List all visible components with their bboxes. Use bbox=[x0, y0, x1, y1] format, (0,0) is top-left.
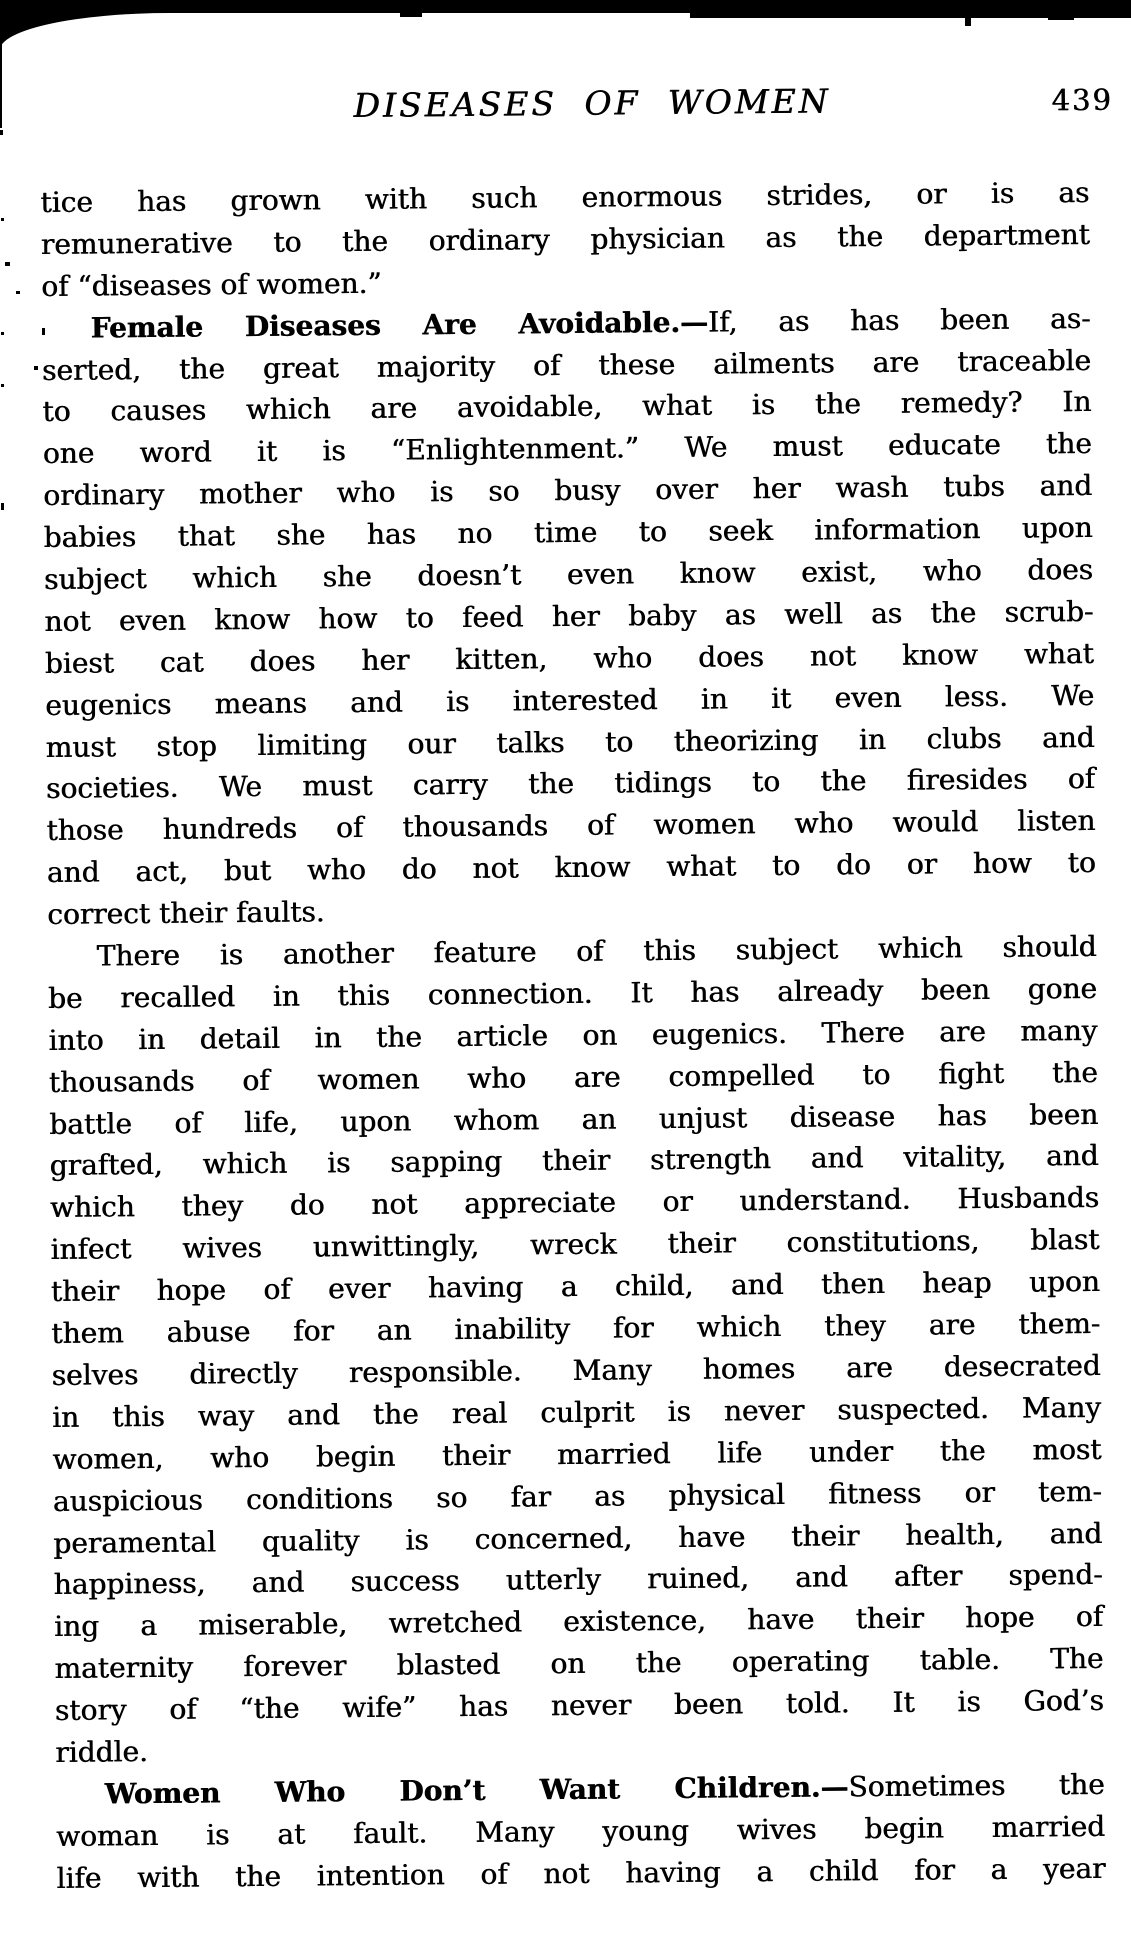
text-line: Female Diseases Are Avoidable.—If, as has been as- bbox=[90, 301, 1091, 345]
text-line: and act, but who do not know what to do or how to bbox=[46, 846, 1096, 890]
scan-speck bbox=[1, 384, 4, 387]
text-line: maternity forever blasted on the operating table. The bbox=[54, 1642, 1104, 1686]
text-line: must stop limiting our talks to theorizing in clubs and bbox=[45, 720, 1095, 764]
text-line: There is another feature of this subject which should bbox=[96, 929, 1097, 973]
text-line: of “diseases of women.” bbox=[40, 266, 382, 303]
section-heading-lead: Female Diseases Are Avoidable.— bbox=[90, 305, 709, 345]
text-line: battle of life, upon whom an unjust disease has been bbox=[49, 1097, 1099, 1141]
text-line: societies. We must carry the tidings to the firesides of bbox=[45, 762, 1096, 806]
text-line: infect wives unwittingly, wreck their constitutions, blast bbox=[50, 1223, 1100, 1267]
text-line: ordinary mother who is so busy over her wash tubs and bbox=[42, 469, 1093, 513]
section-heading-lead: Women Who Don’t Want Children.— bbox=[104, 1770, 849, 1811]
text-line: in this way and the real culprit is never suspected. Many bbox=[51, 1390, 1102, 1434]
scan-speck bbox=[0, 130, 3, 135]
text-line: eugenics means and is interested in it even less. We bbox=[44, 678, 1095, 722]
scan-speck bbox=[1048, 16, 1074, 20]
text-line: remunerative to the ordinary physician as the department bbox=[40, 217, 1090, 261]
text-line: woman is at fault. Many young wives begin married bbox=[55, 1809, 1106, 1853]
text-line: correct their faults. bbox=[46, 895, 325, 932]
text-line: story of “the wife” has never been told. It is God’s bbox=[54, 1683, 1104, 1728]
text-line: them abuse for an inability for which they are them- bbox=[51, 1306, 1101, 1351]
text-line: one word it is “Enlightenment.” We must educate the bbox=[42, 427, 1092, 471]
scan-speck bbox=[1, 503, 4, 510]
text-line: tice has grown with such enormous strides, or is as bbox=[40, 175, 1090, 220]
text-line: auspicious conditions so far as physical fitness or tem- bbox=[52, 1474, 1102, 1518]
running-header-title: DISEASES OF WOMEN bbox=[353, 81, 831, 126]
text-line: serted, the great majority of these ailments are traceable bbox=[41, 343, 1092, 387]
text-line: peramental quality is concerned, have their health, and bbox=[53, 1516, 1103, 1560]
text-line: be recalled in this connection. It has already been gone bbox=[47, 971, 1098, 1015]
text-line: selves directly responsible. Many homes are desecrated bbox=[51, 1348, 1101, 1392]
text-line: their hope of ever having a child, and then heap upon bbox=[50, 1265, 1100, 1309]
scan-speck bbox=[42, 328, 45, 335]
text-line: ing a miserable, wretched existence, have their hope of bbox=[53, 1600, 1104, 1644]
scan-speck bbox=[965, 18, 971, 26]
page-content bbox=[38, 0, 1113, 1950]
text-line: thousands of women who are compelled to fight the bbox=[48, 1055, 1098, 1099]
page-number: 439 bbox=[1051, 82, 1113, 118]
scan-speck bbox=[0, 36, 2, 128]
text-line: babies that she has no time to seek information upon bbox=[43, 511, 1093, 555]
text-line: biest cat does her kitten, who does not know what bbox=[44, 636, 1094, 680]
text-line: Women Who Don’t Want Children.—Sometimes the bbox=[104, 1767, 1105, 1811]
scan-speck bbox=[1, 218, 4, 221]
text-line: happiness, and success utterly ruined, and after spend- bbox=[53, 1558, 1103, 1602]
text-line: which they do not appreciate or understand. Husbands bbox=[49, 1181, 1100, 1225]
scan-speck bbox=[34, 366, 38, 370]
scan-speck bbox=[1, 332, 4, 335]
scan-speck bbox=[16, 291, 20, 294]
text-line: into in detail in the article on eugenics. There are many bbox=[48, 1013, 1098, 1057]
text-line: grafted, which is sapping their strength and vitality, and bbox=[49, 1139, 1099, 1183]
text-line: riddle. bbox=[55, 1735, 148, 1769]
body-text bbox=[40, 172, 1105, 1900]
text-line: those hundreds of thousands of women who would listen bbox=[46, 804, 1096, 848]
text-line: subject which she doesn’t even know exist, who does bbox=[43, 552, 1094, 597]
scan-speck bbox=[400, 13, 422, 17]
text-line: women, who begin their married life under the most bbox=[52, 1432, 1102, 1476]
scan-speck bbox=[5, 262, 10, 266]
text-line: life with the intention of not having a child for a year bbox=[56, 1851, 1106, 1895]
text-line: not even know how to feed her baby as well as the scrub- bbox=[44, 594, 1094, 638]
text-line: to causes which are avoidable, what is the remedy? In bbox=[42, 385, 1092, 429]
